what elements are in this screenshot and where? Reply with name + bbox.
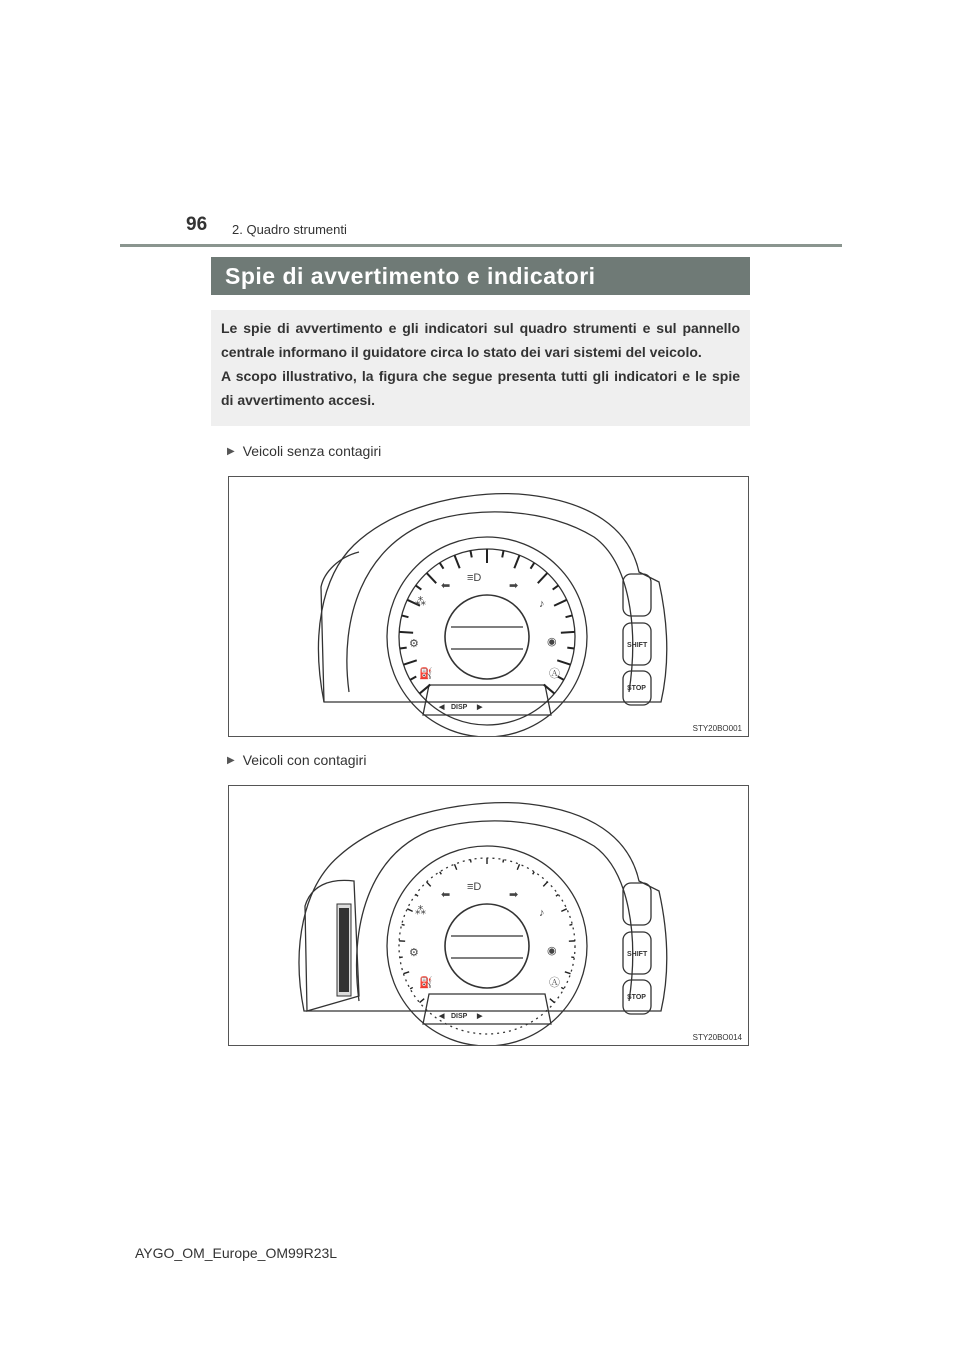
engine-icon: ⚙ — [409, 947, 419, 959]
center-display — [445, 904, 529, 988]
page-number: 96 — [186, 214, 208, 235]
fog-light-icon: ⁂ — [415, 596, 426, 608]
high-beam-icon: ≡D — [467, 881, 482, 893]
cluster-left-pod — [321, 552, 359, 702]
figure-1-code: STY20BO001 — [692, 724, 742, 733]
shift-label: SHIFT — [627, 642, 648, 649]
instrument-cluster-drawing-1 — [229, 477, 748, 736]
tacho-bar — [337, 904, 351, 996]
dial-tick — [427, 882, 431, 886]
cluster-inner-rim — [347, 512, 633, 692]
turn-left-icon: ⬅ — [441, 580, 451, 592]
dial-tick — [407, 909, 412, 912]
off-icon: Ⓐ — [549, 668, 560, 680]
dial-tick — [517, 864, 519, 870]
dial-tick — [553, 585, 559, 589]
chapter-title: 2. Quadro strumenti — [232, 222, 347, 237]
dial-tick — [427, 573, 437, 583]
engine-icon: ⚙ — [409, 638, 419, 650]
dial-tick — [561, 909, 566, 912]
fuel-icon: ⛽ — [419, 668, 433, 680]
dial-tick — [567, 648, 574, 649]
dial-tick — [470, 551, 471, 558]
stop-label: STOP — [627, 685, 646, 692]
off-icon: Ⓐ — [549, 977, 560, 989]
bullet-triangle-icon: ▶ — [227, 754, 235, 766]
high-beam-icon: ≡D — [467, 572, 482, 584]
dial-tick — [569, 924, 572, 925]
figure-1-caption — [227, 443, 381, 459]
dial-outer — [387, 537, 587, 736]
disp-label: DISP — [451, 1013, 468, 1020]
turn-left-icon: ⬅ — [441, 889, 451, 901]
dial-tick — [556, 894, 558, 896]
figure-2-caption — [227, 752, 366, 768]
shift-label: SHIFT — [627, 951, 648, 958]
dial-tick — [502, 551, 503, 558]
center-display — [445, 595, 529, 679]
dial-tick — [538, 573, 548, 583]
dial-tick — [455, 555, 460, 568]
dial-tick — [416, 894, 418, 896]
dial-tick — [440, 872, 442, 875]
figure-1 — [228, 476, 749, 737]
fog-light-icon: ⁂ — [415, 905, 426, 917]
dial-tick — [410, 987, 413, 988]
dial-tick — [455, 864, 457, 870]
dial-tick — [402, 924, 405, 925]
dial-tick — [561, 632, 575, 633]
arrow-right-icon: ▶ — [477, 704, 483, 711]
dial-tick — [399, 632, 413, 633]
dial-tick — [557, 660, 570, 664]
dial-tick — [514, 555, 519, 568]
turn-right-icon: ➡ — [509, 580, 519, 592]
intro-paragraph-2: A scopo illustrativo, la figura che segue presenta tutti gli indicatori e le spie di avvertimento accesi. — [221, 368, 740, 408]
figure-2-code: STY20BO014 — [692, 1033, 742, 1042]
indicator-icons — [409, 881, 560, 989]
section-title: Spie di avvertimento e indicatori — [211, 257, 750, 295]
figure-2-caption-text: Veicoli con contagiri — [242, 752, 367, 768]
cluster-housing — [299, 803, 667, 1011]
stop-label: STOP — [627, 994, 646, 1001]
bullet-triangle-icon: ▶ — [227, 445, 235, 457]
dial-tick — [402, 615, 409, 617]
intro-paragraph-1: Le spie di avvertimento e gli indicatori sul quadro strumenti e sul pannello centrale informano il guidatore circa lo stato dei vari sistemi del veicolo. — [221, 320, 740, 360]
dial-tick — [420, 999, 425, 1003]
indicator-icons — [409, 572, 560, 680]
dial-tick — [550, 999, 555, 1003]
turn-right-icon: ➡ — [509, 889, 519, 901]
arrow-left-icon: ◀ — [439, 1013, 445, 1020]
dial-tick — [403, 972, 409, 974]
seatbelt-icon: ♪ — [539, 598, 545, 610]
dial-tick — [565, 972, 571, 974]
intro-box — [211, 310, 750, 426]
dial-tick — [561, 987, 564, 988]
disp-label: DISP — [451, 704, 468, 711]
dial-tick — [503, 860, 504, 863]
dial-tick — [543, 882, 547, 886]
seatbelt-icon: ♪ — [539, 907, 545, 919]
arrow-left-icon: ◀ — [439, 704, 445, 711]
fuel-icon: ⛽ — [419, 977, 433, 989]
dial-tick — [566, 615, 573, 617]
airbag-icon: ◉ — [547, 636, 557, 648]
cluster-inner-rim — [357, 821, 633, 1001]
header-rule — [120, 244, 842, 247]
dial-tick — [533, 872, 535, 875]
dial-tick — [470, 860, 471, 863]
dial-tick — [440, 563, 444, 569]
footer-doc-id: AYGO_OM_Europe_OM99R23L — [135, 1245, 338, 1261]
dial-outer — [387, 846, 587, 1045]
dial-tick — [531, 563, 535, 569]
figure-2 — [228, 785, 749, 1046]
dial-tick — [410, 676, 416, 679]
dial-tick — [403, 660, 416, 664]
figure-1-caption-text: Veicoli senza contagiri — [242, 443, 382, 459]
dial-tick — [416, 585, 422, 589]
instrument-cluster-drawing-2 — [229, 786, 748, 1045]
dial-tick — [400, 648, 407, 649]
cluster-housing — [318, 494, 666, 702]
airbag-icon: ◉ — [547, 945, 557, 957]
dial-tick — [554, 600, 567, 606]
arrow-right-icon: ▶ — [477, 1013, 483, 1020]
